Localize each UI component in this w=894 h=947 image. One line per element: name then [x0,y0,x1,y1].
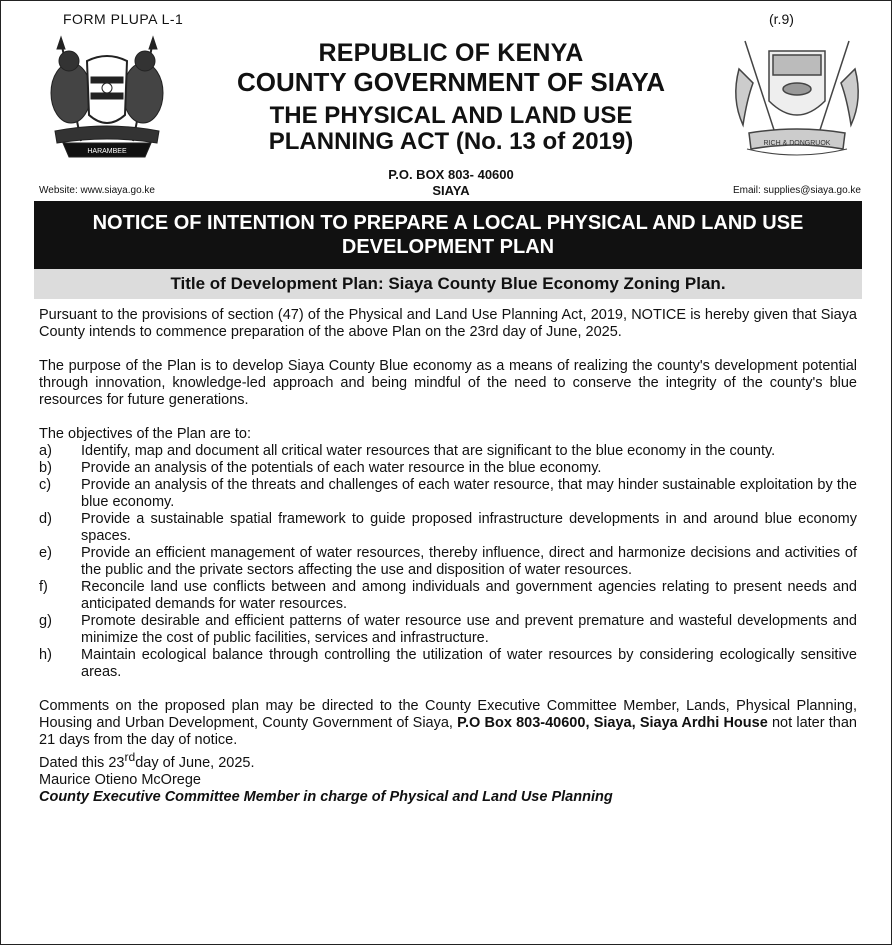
dated-ordinal-suffix: rd [124,750,136,764]
kenya-coat-of-arms-icon [41,31,173,163]
list-item [39,443,857,460]
email: Email: supplies@siaya.go.ke [733,185,861,196]
plan-title: Title of Development Plan: Siaya County Blue Economy Zoning Plan. [34,269,862,299]
po-box: P.O. BOX 803- 40600 [388,167,514,182]
intro-paragraph: Pursuant to the provisions of section (47) of the Physical and Land Use Planning Act, 2019, NOTICE is hereby given that Siaya County intends to commence preparation of the above Plan on the 23rd day of June, 2025. [39,307,857,340]
notice-title-banner [34,201,862,269]
notice-title-line2: DEVELOPMENT PLAN [341,236,555,258]
county-government-heading: COUNTY GOVERNMENT OF SIAYA [236,67,666,97]
dated-suffix: day of June, 2025. [135,754,255,771]
list-item-letter: h) [39,647,52,663]
comments-deadline: not later than 21 days from the day of notice. [39,715,858,748]
comments-text: Comments on the proposed plan may be directed to the County Executive Committee Member, Lands, Physical Planning, Housing and Urban Development, County Government of Siaya, [39,698,857,731]
list-item [39,477,857,511]
objectives-intro: The objectives of the Plan are to: [39,426,251,442]
list-item-letter: g) [39,613,52,629]
signatory-name: Maurice Otieno McOrege [39,771,201,788]
dated-prefix: Dated this 23 [39,754,125,771]
list-item-letter: e) [39,545,52,561]
list-item [39,613,857,647]
list-item [39,460,857,477]
republic-heading: REPUBLIC OF KENYA [318,39,584,67]
list-item-text: Provide an analysis of the potentials of each water resource in the blue economy. [81,460,602,476]
list-item-letter: b) [39,460,52,476]
town: SIAYA [432,183,470,198]
list-item-letter: f) [39,579,48,595]
act-heading [181,103,721,155]
list-item-letter: c) [39,477,52,493]
list-item-text: Provide an analysis of the threats and challenges of each water resource, that may hinder sustainable exploitation by the blue economy. [81,477,857,510]
left-crest-motto: HARAMBEE [87,148,127,155]
comments-paragraph [39,698,857,749]
act-heading-line1: THE PHYSICAL AND LAND USE [269,102,633,129]
postal-address [331,167,571,199]
purpose-paragraph: The purpose of the Plan is to develop Siaya County Blue economy as a means of realizing the county's development potential through innovation, knowledge-led approach and being mindful of the need to conserve the integrity of the county's blue resources for future generations. [39,358,857,408]
notice-title-line1: NOTICE OF INTENTION TO PREPARE A LOCAL PHYSICAL AND LAND USE [92,212,804,234]
comments-po-box: P.O Box 803-40600, [457,715,590,731]
right-crest-motto: RICH & DONGRUOK [763,140,831,147]
list-item-letter: d) [39,511,52,527]
list-item-text: Maintain ecological balance through controlling the utilization of water resources by considering ecologically sensitive areas. [81,647,857,680]
list-item-text: Identify, map and document all critical water resources that are significant to the blue economy in the county. [81,443,776,459]
list-item [39,511,857,545]
act-heading-line2: PLANNING ACT (No. 13 of 2019) [268,128,634,155]
notice-body [39,307,857,806]
list-item-text: Provide an efficient management of water resources, thereby influence, direct and harmonize decisions and activities of the public and the private sectors affecting the use and disposition of water resources. [81,545,857,578]
list-item-text: Promote desirable and efficient patterns of water resource use and prevent premature and wasteful developments and minimize the cost of public facilities, services and infrastructure. [81,613,857,646]
list-item-letter: a) [39,443,52,459]
siaya-county-crest-icon [729,29,865,169]
list-item-text: Provide a sustainable spatial framework to guide proposed infrastructure developments in and around blue economy spaces. [81,511,857,544]
list-item-text: Reconcile land use conflicts between and among individuals and government agencies relating to present needs and anticipated demands for water resources. [81,579,857,612]
website: Website: www.siaya.go.ke [39,185,155,196]
list-item [39,545,857,579]
signatory-title: County Executive Committee Member in charge of Physical and Land Use Planning [39,788,613,805]
comments-location: Siaya, Siaya Ardhi House [593,715,768,731]
list-item [39,579,857,613]
dated-line [39,749,857,772]
form-code: FORM PLUPA L-1 [63,11,184,27]
rule-reference: (r.9) [769,11,794,27]
list-item [39,647,857,681]
